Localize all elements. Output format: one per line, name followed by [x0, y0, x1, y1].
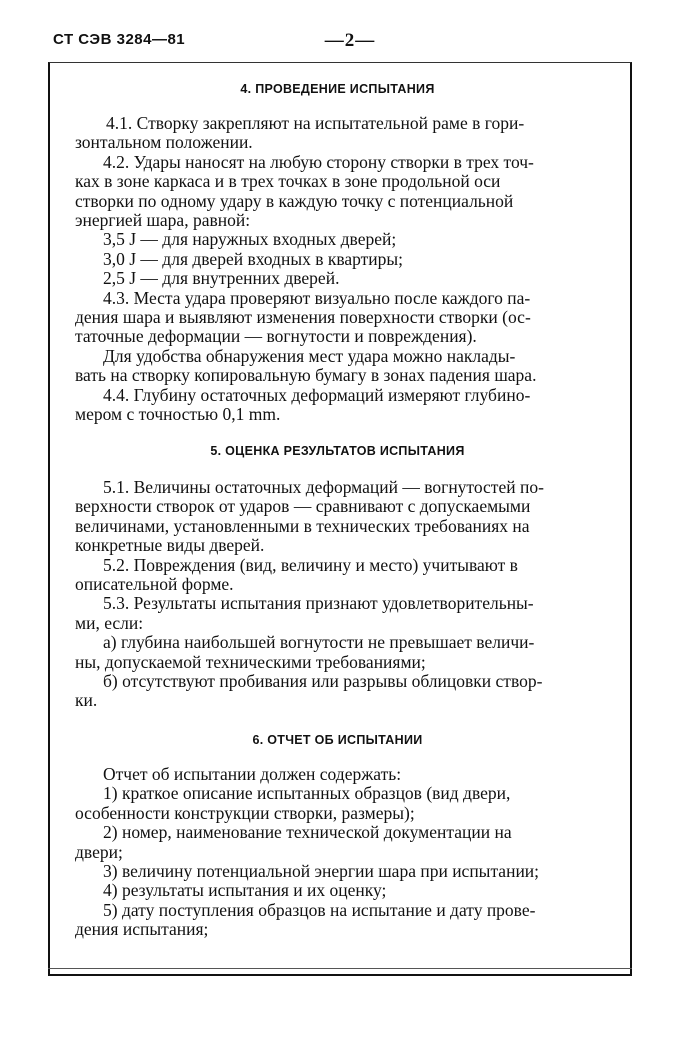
text-line: таточные деформации — вогнутости и повреждения).: [75, 326, 477, 347]
text-line: створки по одному удару в каждую точку с потенциальной: [75, 190, 514, 211]
text-line: дения шара и выявляют изменения поверхности створки (ос-: [75, 307, 531, 328]
section-6-heading-wrap: [50, 733, 625, 747]
text-line: Для удобства обнаружения мест удара можно наклады-: [103, 345, 516, 366]
text-line: ки.: [75, 690, 98, 711]
document-code: СТ СЭВ 3284—81: [53, 31, 186, 48]
text-line: 4) результаты испытания и их оценку;: [103, 880, 387, 901]
text-line: 4.4. Глубину остаточных деформаций измеряют глубино-: [103, 384, 531, 405]
text-line: 5.3. Результаты испытания признают удовлетворительны-: [103, 593, 534, 614]
text-line: величинами, установленными в технических требованиях на: [75, 515, 530, 536]
text-line: ми, если:: [75, 612, 144, 633]
text-line: описательной форме.: [75, 574, 234, 595]
text-line: а) глубина наибольшей вогнутости не превышает величи-: [103, 632, 535, 653]
text-line: конкретные виды дверей.: [75, 535, 265, 556]
text-line: ны, допускаемой техническими требованиями;: [75, 651, 426, 672]
text-line: мером с точностью 0,1 mm.: [75, 404, 281, 425]
bottom-rule: [48, 968, 632, 969]
text-line: особенности конструкции створки, размеры);: [75, 802, 415, 823]
text-line: 2,5 J — для внутренних дверей.: [103, 268, 340, 289]
section-title: 6. ОТЧЕТ ОБ ИСПЫТАНИИ: [252, 733, 423, 747]
section-5-body: [75, 477, 625, 711]
text-line: 4.2. Удары наносят на любую сторону створки в трех точ-: [103, 151, 534, 172]
text-line: 3) величину потенциальной энергии шара при испытании;: [103, 861, 540, 882]
text-line: ках в зоне каркаса и в трех точках в зоне продольной оси: [75, 171, 501, 192]
text-line: 5.1. Величины остаточных деформаций — вогнутостей по-: [103, 477, 544, 497]
text-line: 5.2. Повреждения (вид, величину и место) учитывают в: [103, 554, 518, 575]
text-line: 4.3. Места удара проверяют визуально после каждого па-: [103, 287, 531, 308]
text-line: зонтальном положении.: [75, 132, 253, 153]
section-4-body: [75, 113, 625, 425]
text-line: вать на створку копировальную бумагу в зонах падения шара.: [75, 365, 537, 386]
text-line: Отчет об испытании должен содержать:: [103, 764, 402, 784]
section-4-heading-wrap: [50, 82, 625, 96]
page-number: —2—: [324, 30, 376, 51]
section-6-body: [75, 764, 625, 940]
text-line: 2) номер, наименование технической документации на: [103, 822, 512, 843]
text-line: дения испытания;: [75, 919, 209, 940]
section-5-heading-wrap: [50, 444, 625, 458]
text-line: 3,0 J — для дверей входных в квартиры;: [103, 248, 404, 269]
text-line: верхности створок от ударов — сравнивают с допускаемыми: [75, 496, 531, 517]
text-line: энергией шара, равной:: [75, 210, 251, 231]
text-line: 5) дату поступления образцов на испытание и дату прове-: [103, 899, 536, 920]
text-line: двери;: [75, 841, 123, 862]
text-line: 3,5 J — для наружных входных дверей;: [103, 229, 397, 250]
text-line: 1) краткое описание испытанных образцов (вид двери,: [103, 783, 511, 804]
text-line: б) отсутствуют пробивания или разрывы облицовки створ-: [103, 671, 543, 692]
section-title: 5. ОЦЕНКА РЕЗУЛЬТАТОВ ИСПЫТАНИЯ: [210, 444, 465, 458]
text-line: 4.1. Створку закрепляют на испытательной раме в гори-: [106, 113, 525, 133]
section-title: 4. ПРОВЕДЕНИЕ ИСПЫТАНИЯ: [240, 82, 435, 96]
